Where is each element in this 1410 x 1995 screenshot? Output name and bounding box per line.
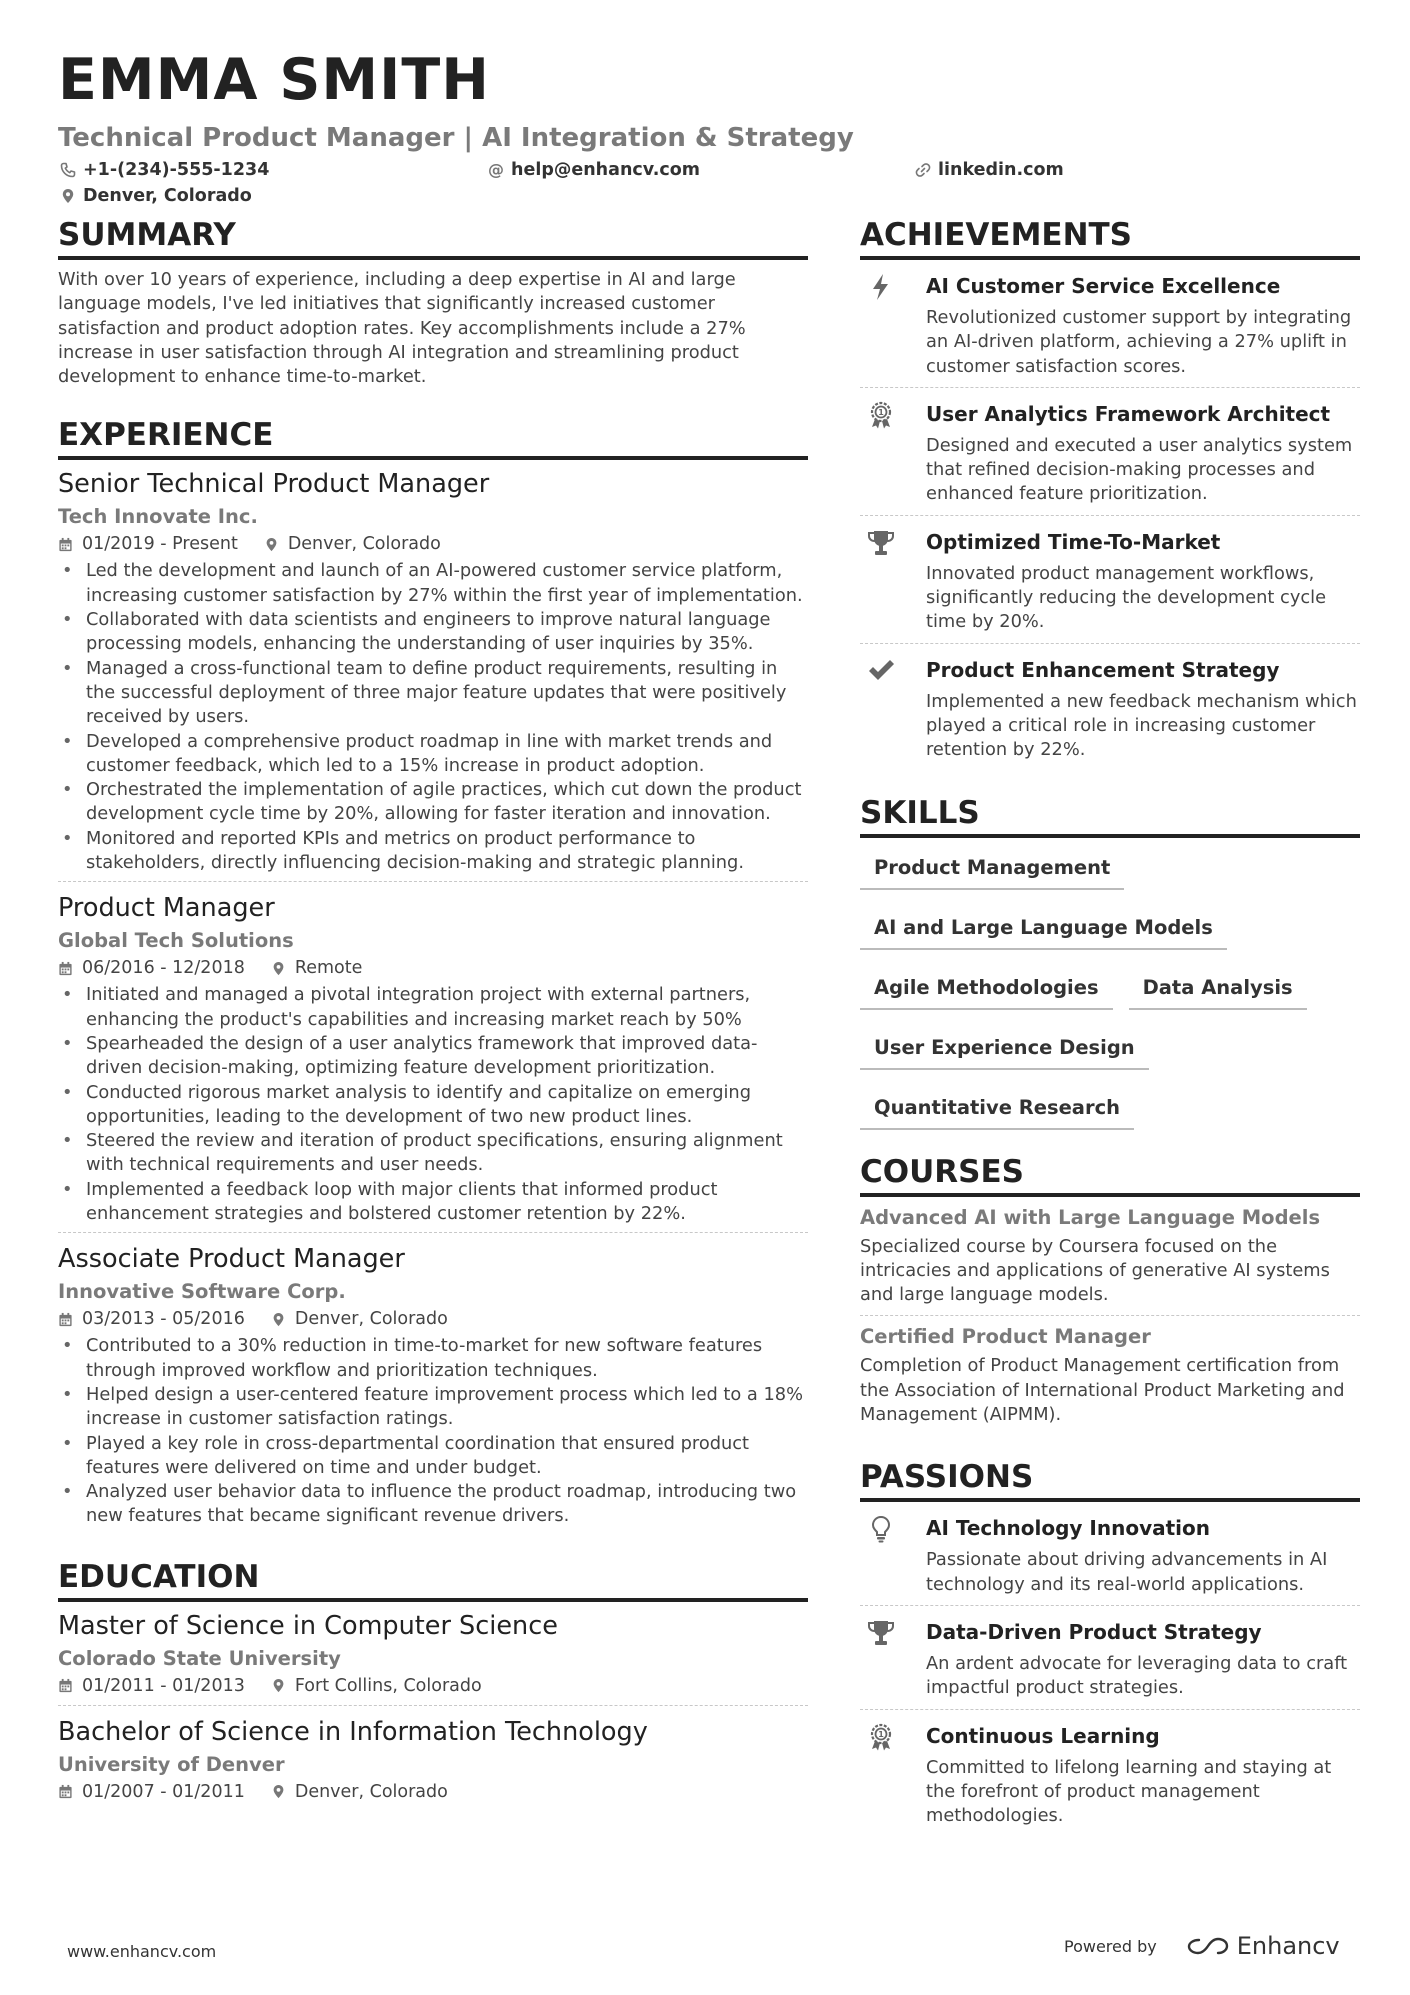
lightning-bolt-icon [866, 272, 896, 302]
job-bullet: • Led the development and launch of an AI-powered customer service platform, increasing customer satisfaction by 27% within the first year of implementation. [58, 559, 808, 608]
passion-desc: An ardent advocate for leveraging data to craft impactful product strategies. [926, 1652, 1348, 1699]
job-location: Remote [294, 958, 363, 979]
trophy-icon [866, 1618, 896, 1648]
job-meta [58, 1306, 808, 1332]
contact-info [58, 156, 1358, 208]
course-item [860, 1197, 1360, 1316]
achievement-title: AI Customer Service Excellence [926, 274, 1281, 298]
contact-linkedin [915, 160, 1064, 180]
job-entry [58, 1232, 808, 1534]
experience-title: EXPERIENCE [58, 415, 808, 460]
education-location: Denver, Colorado [294, 1781, 448, 1802]
phone-icon [60, 162, 76, 178]
job-bullet: • Played a key role in cross-departmental coordination that ensured product features were delivered on time and under budget. [58, 1432, 808, 1481]
email-text: help@enhancv.com [511, 160, 701, 180]
enhancv-logo[interactable] [1185, 1932, 1340, 1960]
location-pin-icon [271, 1312, 286, 1327]
achievements-title: ACHIEVEMENTS [860, 215, 1360, 260]
education-school: Colorado State University [58, 1646, 341, 1670]
svg-text:1: 1 [878, 1729, 884, 1739]
education-location: Fort Collins, Colorado [294, 1675, 482, 1696]
passion-title: AI Technology Innovation [926, 1516, 1211, 1541]
job-role: Senior Technical Product Manager [58, 469, 490, 500]
achievement-desc: Designed and executed a user analytics system that refined decision-making processes and enhanced feature prioritization. [926, 434, 1353, 505]
job-location: Denver, Colorado [287, 534, 441, 555]
passion-title: Data-Driven Product Strategy [926, 1619, 1262, 1644]
link-icon [915, 162, 931, 178]
calendar-icon [58, 1784, 73, 1799]
skill-tag: Data Analysis [1129, 970, 1307, 1010]
education-meta [58, 1673, 808, 1699]
job-company: Global Tech Solutions [58, 929, 294, 953]
education-title: EDUCATION [58, 1557, 808, 1602]
enhancv-logo-icon [1185, 1934, 1231, 1958]
course-desc: Completion of Product Management certification from the Association of International Product Marketing and Management (AIPMM). [860, 1355, 1345, 1426]
calendar-icon [58, 961, 73, 976]
job-bullet: • Developed a comprehensive product roadmap in line with market trends and customer feedback, which led to a 15% increase in product adoption. [58, 730, 808, 779]
job-bullet: • Initiated and managed a pivotal integration project with external partners, enhancing the product's capabilities and increasing market reach by 50% [58, 983, 808, 1032]
contact-location [60, 186, 252, 206]
education-section [58, 1557, 808, 1811]
achievement-item [860, 387, 1360, 515]
education-degree: Master of Science in Computer Science [58, 1610, 558, 1641]
passion-desc: Passionate about driving advancements in AI technology and its real-world applications. [926, 1549, 1328, 1595]
location-pin-icon [271, 961, 286, 976]
skill-tag: Product Management [860, 850, 1124, 890]
svg-text:1: 1 [878, 407, 884, 417]
education-dates: 01/2007 - 01/2011 [82, 1781, 245, 1802]
job-bullet: • Implemented a feedback loop with major clients that informed product enhancement strategies and bolstered customer retention by 22%. [58, 1178, 808, 1227]
course-item [860, 1315, 1360, 1435]
candidate-tagline: Technical Product Manager | AI Integration & Strategy [58, 123, 854, 153]
job-bullets [58, 559, 808, 875]
calendar-icon [58, 537, 73, 552]
linkedin-text: linkedin.com [938, 160, 1064, 180]
location-text: Denver, Colorado [83, 186, 252, 206]
job-dates: 06/2016 - 12/2018 [82, 958, 245, 979]
job-dates: 01/2019 - Present [82, 534, 238, 555]
education-degree: Bachelor of Science in Information Technology [58, 1716, 648, 1747]
education-dates: 01/2011 - 01/2013 [82, 1675, 245, 1696]
phone-text: +1-(234)-555-1234 [83, 160, 270, 180]
award-ribbon-icon [866, 400, 896, 430]
skills-title: SKILLS [860, 793, 1360, 838]
job-meta [58, 531, 808, 557]
achievement-title: Optimized Time-To-Market [926, 529, 1221, 554]
achievement-item [860, 515, 1360, 643]
lightbulb-icon [866, 1514, 896, 1544]
job-entry [58, 466, 808, 881]
job-bullet: • Managed a cross-functional team to define product requirements, resulting in the successful deployment of three major feature updates that were positively received by users. [58, 657, 808, 730]
course-desc: Specialized course by Coursera focused on the intricacies and applications of generative AI systems and large language models. [860, 1235, 1330, 1306]
right-column [860, 215, 1360, 1836]
location-pin-icon [271, 1678, 286, 1693]
job-bullet: • Collaborated with data scientists and engineers to improve natural language processing models, enhancing the understanding of user inquiries by 35%. [58, 608, 808, 657]
job-entry [58, 881, 808, 1232]
trophy-icon [866, 528, 896, 558]
job-bullet: • Orchestrated the implementation of agile practices, which cut down the product development cycle time by 20%, allowing for faster iteration and innovation. [58, 778, 808, 827]
job-role: Associate Product Manager [58, 1244, 405, 1275]
skills-list [860, 850, 1360, 1150]
footer-website-link[interactable]: www.enhancv.com [67, 1942, 217, 1961]
resume-header [58, 40, 1358, 208]
calendar-icon [58, 1678, 73, 1693]
education-school: University of Denver [58, 1752, 285, 1776]
passion-title: Continuous Learning [926, 1723, 1160, 1748]
enhancv-brand-text: Enhancv [1236, 1932, 1340, 1960]
skill-tag: User Experience Design [860, 1030, 1149, 1070]
courses-title: COURSES [860, 1152, 1360, 1197]
summary-title: SUMMARY [58, 215, 808, 260]
job-bullets [58, 1334, 808, 1528]
job-bullet: • Helped design a user-centered feature improvement process which led to a 18% increase in customer satisfaction ratings. [58, 1383, 808, 1432]
education-entry [58, 1608, 808, 1705]
skills-section [860, 793, 1360, 1150]
skill-tag: Agile Methodologies [860, 970, 1113, 1010]
passions-title: PASSIONS [860, 1457, 1360, 1502]
job-location: Denver, Colorado [294, 1309, 448, 1330]
experience-section [58, 415, 808, 1534]
job-company: Tech Innovate Inc. [58, 505, 258, 529]
job-meta [58, 955, 808, 981]
passion-item [860, 1502, 1360, 1605]
passion-item [860, 1709, 1360, 1837]
job-role: Product Manager [58, 893, 275, 924]
job-bullet: • Analyzed user behavior data to influence the product roadmap, introducing two new features that became significant revenue drivers. [58, 1480, 808, 1529]
education-entry [58, 1705, 808, 1811]
achievement-desc: Revolutionized customer support by integrating an AI-driven platform, achieving a 27% uplift in customer satisfaction scores. [926, 307, 1352, 377]
achievements-section [860, 215, 1360, 771]
achievement-item [860, 643, 1360, 771]
contact-email [488, 160, 700, 180]
summary-text: With over 10 years of experience, including a deep expertise in AI and large language models, I've led initiatives that significantly increased customer satisfaction and product adoption rates. Key accomplishments include a 27% increase in user satisfaction through AI integration and streamlining product development to enhance time-to-market. [58, 269, 746, 388]
summary-section [58, 215, 808, 389]
job-bullet: • Monitored and reported KPIs and metrics on product performance to stakeholders, directly influencing decision-making and strategic planning. [58, 827, 808, 876]
candidate-name: EMMA SMITH [58, 47, 490, 113]
passion-item [860, 1605, 1360, 1709]
job-dates: 03/2013 - 05/2016 [82, 1309, 245, 1330]
powered-by-label: Powered by [1064, 1936, 1157, 1956]
job-bullet: • Spearheaded the design of a user analytics framework that improved data-driven decision-making, optimizing feature development prioritization. [58, 1032, 808, 1081]
job-bullets [58, 983, 808, 1226]
footer-powered-by [1064, 1932, 1340, 1960]
courses-section [860, 1152, 1360, 1436]
job-bullet: • Conducted rigorous market analysis to identify and capitalize on emerging opportunities, leading to the development of two new product lines. [58, 1081, 808, 1130]
calendar-icon [58, 1312, 73, 1327]
achievement-desc: Implemented a new feedback mechanism which played a critical role in increasing customer retention by 22%. [926, 690, 1357, 761]
course-title: Advanced AI with Large Language Models [860, 1205, 1321, 1229]
location-pin-icon [60, 188, 76, 204]
location-pin-icon [271, 1784, 286, 1799]
job-company: Innovative Software Corp. [58, 1280, 346, 1304]
education-meta [58, 1779, 808, 1805]
passion-desc: Committed to lifelong learning and staying at the forefront of product management methodologies. [926, 1756, 1332, 1827]
left-column [58, 215, 808, 1811]
skill-tag: AI and Large Language Models [860, 910, 1227, 950]
achievement-title: Product Enhancement Strategy [926, 657, 1280, 682]
job-bullet: • Steered the review and iteration of product specifications, ensuring alignment with technical requirements and user needs. [58, 1129, 808, 1178]
achievement-item [860, 260, 1360, 387]
location-pin-icon [264, 537, 279, 552]
achievement-desc: Innovated product management workflows, significantly reducing the development cycle time by 20%. [926, 562, 1327, 633]
checkmark-icon [866, 656, 896, 686]
at-icon: @ [488, 160, 504, 179]
award-ribbon-icon [866, 1722, 896, 1752]
achievement-title: User Analytics Framework Architect [926, 401, 1331, 426]
course-title: Certified Product Manager [860, 1325, 1151, 1349]
contact-phone [60, 160, 269, 180]
passions-section [860, 1457, 1360, 1836]
skill-tag: Quantitative Research [860, 1090, 1134, 1130]
job-bullet: • Contributed to a 30% reduction in time-to-market for new software features through improved workflow and prioritization techniques. [58, 1334, 808, 1383]
